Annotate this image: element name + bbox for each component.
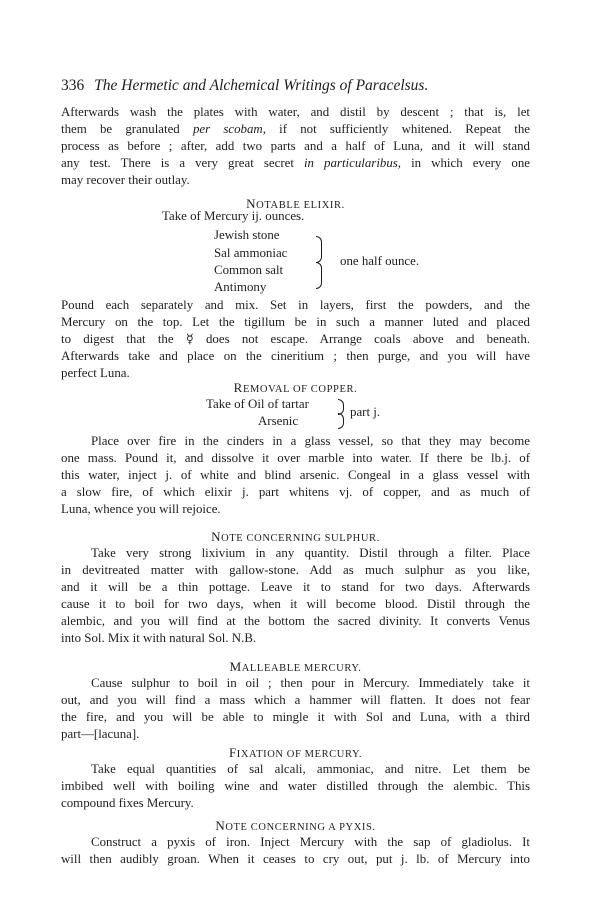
intro-line-4: any test. There is a very great secret in particularibus, in which every one <box>61 156 530 170</box>
elixir-item: Antimony <box>214 280 267 294</box>
copper-item: Take of Oil of tartar <box>206 397 309 411</box>
sulphur-line-5: alembic, and you will find at the bottom the sacred divinity. It converts Venus <box>61 614 530 628</box>
copper-line-2: one mass. Pound it, and dissolve it over marble into water. If there be lb.j. of <box>61 451 530 465</box>
malleable-line-1: Cause sulphur to boil in oil ; then pour in Mercury. Immediately take it <box>91 676 530 690</box>
copper-line-1: Place over fire in the cinders in a glass vessel, so that they may become <box>91 434 530 448</box>
sulphur-line-2: in devitreated matter with gallow-stone. Add as much sulphur as you like, <box>61 563 530 577</box>
malleable-line-4: part—[lacuna]. <box>61 727 140 741</box>
copper-line-4: a slow fire, of which elixir j. part whitens vj. of copper, and as much of <box>61 485 530 499</box>
fixation-line-3: compound fixes Mercury. <box>61 796 194 810</box>
page-number: 336 <box>61 77 85 94</box>
elixir-line-1: Pound each separately and mix. Set in layers, first the powders, and the <box>61 298 530 312</box>
copper-line-5: Luna, whence you will rejoice. <box>61 502 221 516</box>
running-title: The Hermetic and Alchemical Writings of Paracelsus. <box>94 77 429 94</box>
elixir-take: Take of Mercury ij. ounces. <box>162 209 305 223</box>
intro-line-2: them be granulated per scobam, if not sufficiently whitened. Repeat the <box>61 122 530 136</box>
elixir-line-3: to digest that the ☿ does not escape. Arrange coals above and beneath. <box>61 332 530 346</box>
elixir-item: Jewish stone <box>214 228 280 242</box>
elixir-line-5: perfect Luna. <box>61 366 130 380</box>
sulphur-line-1: Take very strong lixivium in any quantity. Distil through a filter. Place <box>91 546 530 560</box>
elixir-line-2: Mercury on the top. Let the tigillum be in such a manner luted and placed <box>61 315 530 329</box>
brace-icon <box>316 262 322 289</box>
sulphur-line-4: cause it to boil for two days, when it will become blood. Distil through the <box>61 597 530 611</box>
brace-icon <box>316 236 322 263</box>
heading-notable-elixir: NOTABLE ELIXIR. <box>246 196 345 211</box>
malleable-line-3: the fire, and you will be able to mingle it with Sol and Luna, with a third <box>61 710 530 724</box>
brace-icon <box>338 413 344 429</box>
sulphur-line-6: into Sol. Mix it with natural Sol. N.B. <box>61 631 257 645</box>
elixir-line-4: Afterwards take and place on the cineritium ; then purge, and you will have <box>61 349 530 363</box>
heading-malleable-mercury: MALLEABLE MERCURY. <box>229 659 362 674</box>
pyxis-line-2: will then audibly groan. When it ceases to cry out, put j. lb. of Mercury into <box>61 852 530 866</box>
intro-line-3: process as before ; after, add two parts and a half of Luna, and it will stand <box>61 139 530 153</box>
elixir-amount: one half ounce. <box>340 254 420 268</box>
elixir-item: Common salt <box>214 263 284 277</box>
running-header <box>61 77 541 95</box>
fixation-line-1: Take equal quantities of sal alcali, ammoniac, and nitre. Let them be <box>91 762 530 776</box>
heading-note-pyxis: NOTE CONCERNING A PYXIS. <box>215 818 376 833</box>
copper-amount: part j. <box>350 405 381 419</box>
malleable-line-2: out, and you will find a mass which a hammer will flatten. It does not fear <box>61 693 530 707</box>
copper-line-3: this water, inject j. of white and blind arsenic. Congeal in a glass vessel with <box>61 468 530 482</box>
fixation-line-2: imbibed well with boiling wine and water distilled through the alembic. This <box>61 779 530 793</box>
elixir-item: Sal ammoniac <box>214 246 288 260</box>
heading-removal-of-copper: REMOVAL OF COPPER. <box>233 380 358 395</box>
heading-note-sulphur: NOTE CONCERNING SULPHUR. <box>211 529 380 544</box>
pyxis-line-1: Construct a pyxis of iron. Inject Mercury with the sap of gladiolus. It <box>91 835 530 849</box>
copper-item: Arsenic <box>258 414 299 428</box>
sulphur-line-3: and it will be a thin pottage. Leave it to stand for two days. Afterwards <box>61 580 530 594</box>
intro-line-5: may recover their outlay. <box>61 173 190 187</box>
intro-line-1: Afterwards wash the plates with water, and distil by descent ; that is, let <box>61 105 530 119</box>
heading-fixation-of-mercury: FIXATION OF MERCURY. <box>228 745 363 760</box>
